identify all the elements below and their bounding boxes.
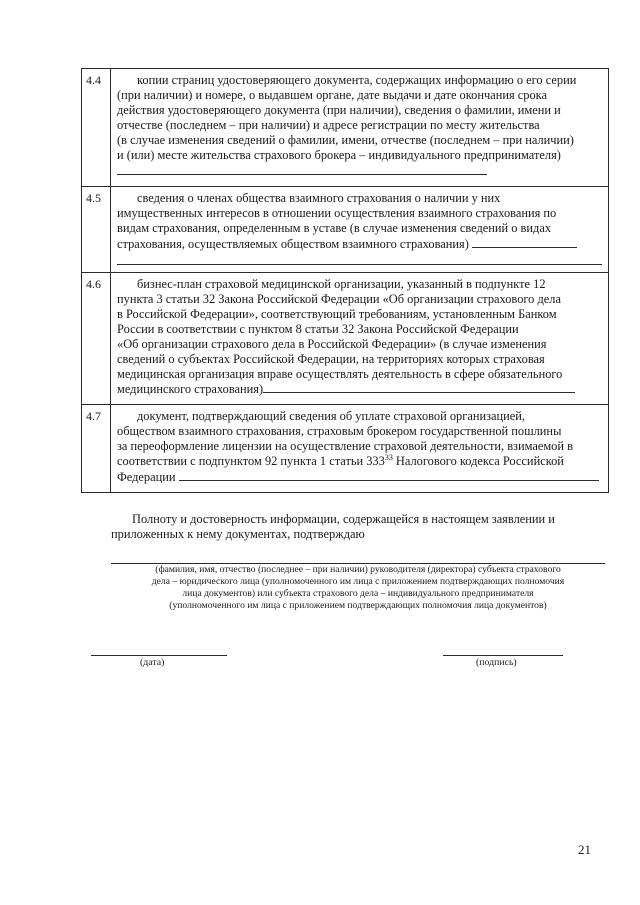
text-line: (в случае изменения сведений о фамилии, имени, отчестве (последнем – при наличии) (117, 132, 574, 147)
item-number: 4.4 (82, 69, 111, 187)
caption-line: (уполномоченного им лица с приложением подтверждающих полномочия лица документов) (169, 600, 547, 611)
text-line: пункта 3 статьи 32 Закона Российской Федерации «Об организации страхового дела (117, 291, 561, 306)
table-row (82, 405, 609, 493)
text-line: «Об организации страхового дела в Российской Федерации» (в случае изменения (117, 336, 547, 351)
item-number: 4.6 (82, 273, 111, 405)
text-line: бизнес-план страховой медицинской организации, указанный в подпункте 12 (137, 277, 546, 292)
text-line: и (или) месте жительства страхового брокера – индивидуального предпринимателя) (117, 147, 561, 162)
text-line: за переоформление лицензии на осуществление страховой деятельности, взимаемой в (117, 439, 573, 454)
item-text (111, 69, 609, 187)
confirmation-text (111, 512, 600, 542)
caption-line: дела – юридического лица (уполномоченного им лица с приложением подтверждающих полномочия (151, 576, 565, 587)
caption-line: лица документов) или субъекта страхового дела – индивидуального предпринимателя (182, 588, 534, 599)
table-row (82, 187, 609, 273)
superscript: 33 (384, 452, 393, 462)
item-text (111, 405, 609, 493)
text-line: в Российской Федерации», соответствующий требованиям, установленным Банком (117, 306, 557, 321)
item-number: 4.7 (82, 405, 111, 493)
signature-line[interactable] (443, 655, 563, 656)
text-line: действия удостоверяющего документа (при наличии), сведения о фамилии, имени и (117, 102, 561, 117)
text-line: имущественных интересов в отношении осуществления взаимного страхования по (117, 206, 557, 221)
confirmation-line: приложенных к нему документах, подтверждаю (111, 527, 365, 541)
text-line: сведения о членах общества взаимного страхования о наличии у них (137, 191, 501, 206)
date-label: (дата) (140, 657, 165, 668)
text-line: России в соответствии с пунктом 8 статьи 32 Закона Российской Федерации (117, 321, 519, 336)
fill-in-line[interactable] (117, 163, 487, 175)
text-line: (при наличии) и номере, о выдавшем органе, дате выдачи и дате окончания срока (117, 87, 547, 102)
text-line: Налогового кодекса Российской (392, 454, 564, 469)
text-line: обществом взаимного страхования, страховым брокером государственной пошлины (117, 424, 562, 439)
text-line: копии страниц удостоверяющего документа, содержащих информацию о его серии (137, 73, 577, 87)
attachments-table (81, 68, 609, 493)
text-line: отчестве (последнем – при наличии) и адресе регистрации по месту жительства (117, 117, 540, 132)
fill-in-line[interactable] (179, 469, 599, 481)
table-row (82, 69, 609, 187)
text-line: сведений о субъектах Российской Федерации, на территориях которых страховая (117, 351, 545, 366)
fill-in-line[interactable] (117, 253, 602, 265)
text-line: медицинская организация вправе осуществлять деятельность в сфере обязательного (117, 366, 563, 381)
text-line: документ, подтверждающий сведения об уплате страховой организацией, (137, 409, 525, 424)
item-number: 4.5 (82, 187, 111, 273)
text-line: страхования, осуществляемых обществом взаимного страхования) (117, 237, 469, 252)
item-text (111, 273, 609, 405)
text-line: Федерации (117, 469, 176, 484)
table-row (82, 273, 609, 405)
confirmation-line: Полноту и достоверность информации, содержащейся в настоящем заявлении и (132, 512, 555, 526)
signature-label: (подпись) (476, 657, 517, 668)
fill-in-line[interactable] (263, 381, 575, 393)
text-line: видам страхования, определенным в уставе (в случае изменения сведений о видах (117, 221, 552, 236)
text-line: медицинского страхования) (117, 382, 264, 397)
item-text (111, 187, 609, 273)
date-line[interactable] (91, 655, 227, 656)
signer-caption (111, 564, 605, 612)
text-line: соответствии с подпунктом 92 пункта 1 статьи 333 (117, 454, 385, 469)
fill-in-line[interactable] (472, 236, 577, 248)
page-number: 21 (578, 842, 591, 857)
caption-line: (фамилия, имя, отчество (последнее – при наличии) руководителя (директора) субъекта страхового (155, 564, 561, 575)
